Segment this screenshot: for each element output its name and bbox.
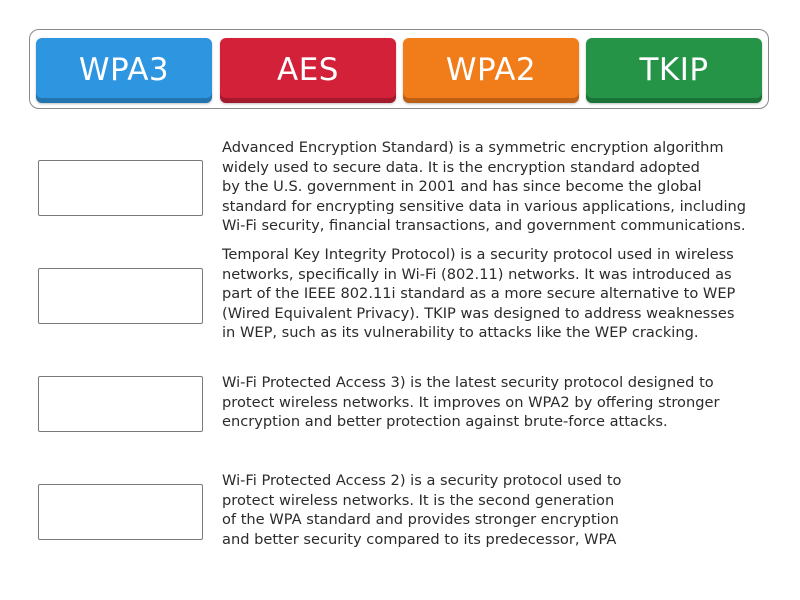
- tile-wpa2[interactable]: WPA2: [403, 38, 579, 103]
- answer-tile-tray: [29, 29, 769, 109]
- tile-tkip[interactable]: TKIP: [586, 38, 762, 103]
- tile-wpa3[interactable]: WPA3: [36, 38, 212, 103]
- drop-zone-1[interactable]: [38, 160, 203, 216]
- drop-zone-4[interactable]: [38, 484, 203, 540]
- description-3: Wi-Fi Protected Access 3) is the latest security protocol designed to protect wireless networks. It improves on WPA2 by offering stronger encryption and better protection against brute-force attacks.: [222, 374, 720, 430]
- tile-aes[interactable]: AES: [220, 38, 396, 103]
- description-4: Wi-Fi Protected Access 2) is a security protocol used to protect wireless networks. It is the second generation of the WPA standard and provides stronger encryption and better security compared to its predecessor, WPA: [222, 472, 622, 548]
- description-2: Temporal Key Integrity Protocol) is a security protocol used in wireless networks, specifically in Wi-Fi (802.11) networks. It was introduced as part of the IEEE 802.11i standard as a more secure alternative to WEP (Wired Equivalent Privacy). TKIP was designed to address weaknesses in WEP, such as its vulnerability to attacks like the WEP cracking.: [222, 246, 736, 341]
- description-1: Advanced Encryption Standard) is a symmetric encryption algorithm widely used to secure data. It is the encryption standard adopted by the U.S. government in 2001 and has since become the global standard for encrypting sensitive data in various applications, including Wi-Fi security, financial transactions, and government communications.: [222, 139, 747, 234]
- drop-zone-3[interactable]: [38, 376, 203, 432]
- drop-zone-2[interactable]: [38, 268, 203, 324]
